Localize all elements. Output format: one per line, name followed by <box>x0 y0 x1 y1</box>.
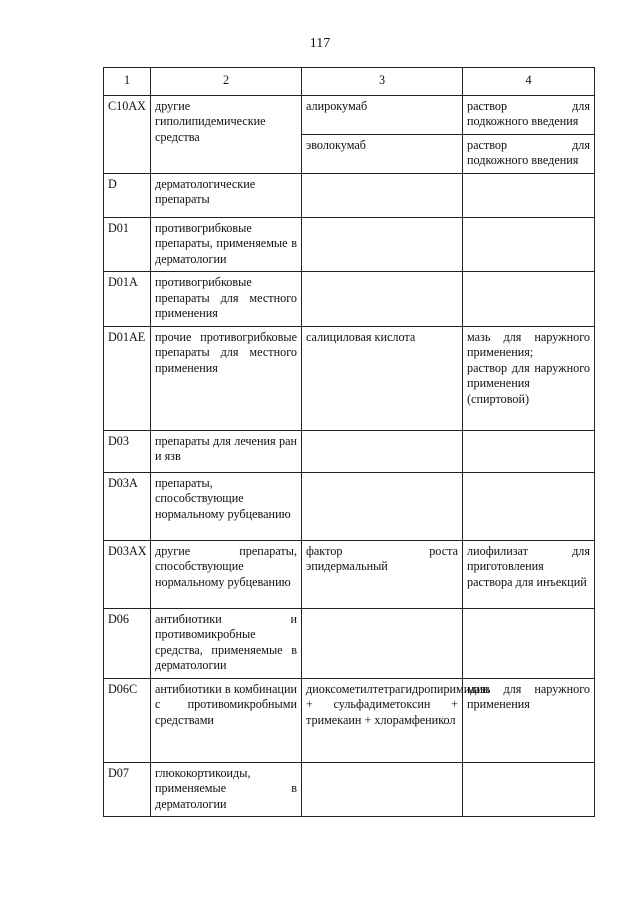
group-name-cell: глюкокортикоиды, применяемые в дерматологии <box>151 762 302 817</box>
drug-name-cell <box>302 472 463 540</box>
dosage-form-cell <box>463 608 595 678</box>
drug-name-cell <box>302 272 463 327</box>
drug-table <box>103 67 595 817</box>
drug-name-cell: салициловая кислота <box>302 326 463 430</box>
column-header-2: 2 <box>151 68 302 96</box>
dosage-form-cell: мазь для наружного применения <box>463 678 595 762</box>
dosage-form-cell: мазь для наружного применения; раствор для наружного применения (спиртовой) <box>463 326 595 430</box>
group-name-cell: дерматологические препараты <box>151 173 302 217</box>
atc-code-cell: D03A <box>104 472 151 540</box>
atc-code-cell: D06C <box>104 678 151 762</box>
atc-code-cell: D03AX <box>104 540 151 608</box>
atc-code-cell: D03 <box>104 430 151 472</box>
table-row <box>104 472 595 540</box>
drug-name-cell: диоксометилтетрагидропиримидин + сульфадиметоксин + тримекаин + хлорамфеникол <box>302 678 463 762</box>
drug-name-cell <box>302 608 463 678</box>
dosage-form-cell <box>463 217 595 272</box>
group-name-cell: препараты для лечения ран и язв <box>151 430 302 472</box>
column-header-3: 3 <box>302 68 463 96</box>
table-row <box>104 540 595 608</box>
drug-name-cell <box>302 430 463 472</box>
atc-code-cell: D <box>104 173 151 217</box>
atc-code-cell: D01 <box>104 217 151 272</box>
group-name-cell: антибиотики в комбинации с противомикробными средствами <box>151 678 302 762</box>
drug-name-cell: алирокумаб <box>302 95 463 134</box>
group-name-cell: другие препараты, способствующие нормальному рубцеванию <box>151 540 302 608</box>
dosage-form-cell <box>463 430 595 472</box>
drug-name-cell: фактор роста эпидермальный <box>302 540 463 608</box>
dosage-form-cell <box>463 272 595 327</box>
group-name-cell: противогрибковые препараты, применяемые в дерматологии <box>151 217 302 272</box>
column-header-1: 1 <box>104 68 151 96</box>
group-name-cell: другие гиполипидемические средства <box>151 95 302 173</box>
table-row <box>104 272 595 327</box>
group-name-cell: прочие противогрибковые препараты для местного применения <box>151 326 302 430</box>
table-row <box>104 95 595 134</box>
table-row <box>104 217 595 272</box>
drug-name-cell <box>302 762 463 817</box>
group-name-cell: препараты, способствующие нормальному рубцеванию <box>151 472 302 540</box>
atc-code-cell: D01AE <box>104 326 151 430</box>
table-row <box>104 762 595 817</box>
table-body <box>104 95 595 817</box>
table-row <box>104 326 595 430</box>
group-name-cell: антибиотики и противомикробные средства, применяемые в дерматологии <box>151 608 302 678</box>
drug-name-cell: эволокумаб <box>302 134 463 173</box>
table-row <box>104 678 595 762</box>
dosage-form-cell <box>463 472 595 540</box>
group-name-cell: противогрибковые препараты для местного применения <box>151 272 302 327</box>
atc-code-cell: D06 <box>104 608 151 678</box>
dosage-form-cell <box>463 762 595 817</box>
drug-name-cell <box>302 173 463 217</box>
drug-name-cell <box>302 217 463 272</box>
table-header-row <box>104 68 595 96</box>
page-number: 117 <box>309 36 331 51</box>
atc-code-cell: C10AX <box>104 95 151 173</box>
atc-code-cell: D01A <box>104 272 151 327</box>
dosage-form-cell: раствор для подкожного введения <box>463 95 595 134</box>
atc-code-cell: D07 <box>104 762 151 817</box>
table-row <box>104 430 595 472</box>
table-row <box>104 608 595 678</box>
dosage-form-cell <box>463 173 595 217</box>
dosage-form-cell: раствор для подкожного введения <box>463 134 595 173</box>
dosage-form-cell: лиофилизат для приготовления раствора для инъекций <box>463 540 595 608</box>
table-row <box>104 173 595 217</box>
column-header-4: 4 <box>463 68 595 96</box>
